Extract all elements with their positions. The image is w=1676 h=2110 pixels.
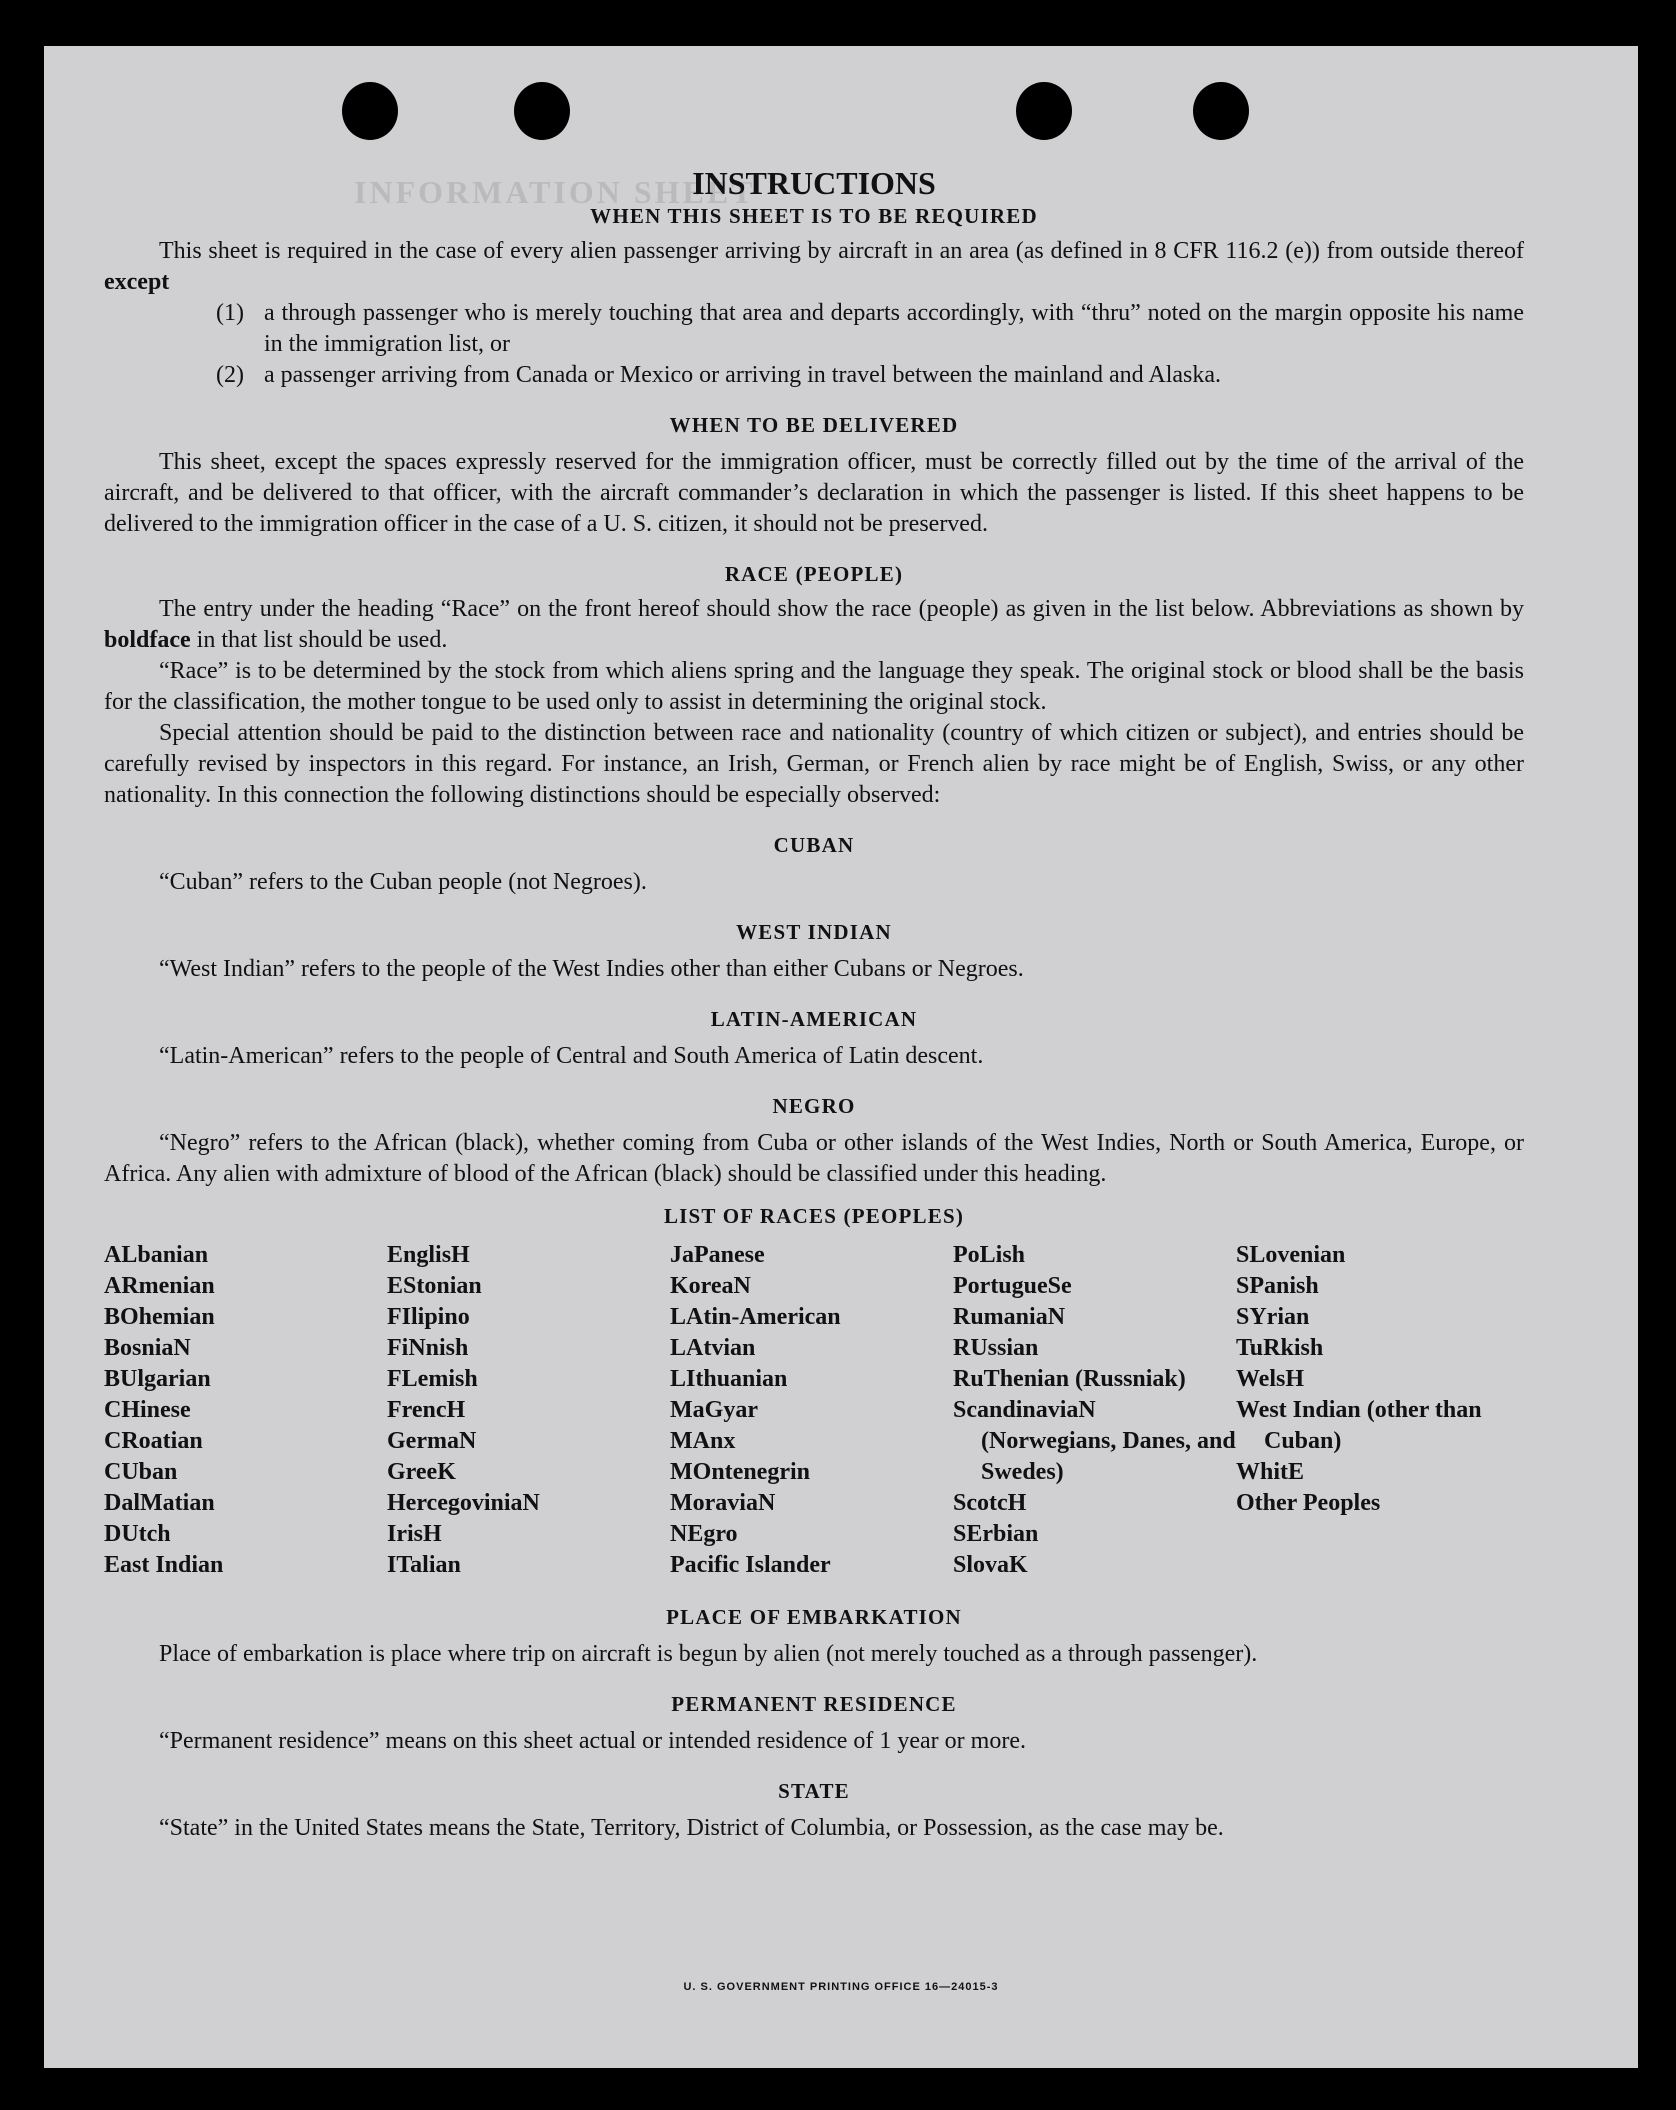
race-entry: EStonian [387, 1273, 482, 1299]
race-entry: PoLish [953, 1242, 1026, 1268]
punch-hole [342, 82, 398, 140]
race-entry: EnglisH [387, 1242, 470, 1268]
heading-residence: PERMANENT RESIDENCE [671, 1692, 957, 1716]
paragraph-state: “State” in the United States means the State, Territory, District of Columbia, or Possession, as the case may be. [159, 1815, 1224, 1841]
race-entry: ScotcH [953, 1490, 1027, 1516]
race-entry: SYrian [1236, 1304, 1310, 1330]
bleed-through-text: INFORMATION SHEET [354, 174, 756, 210]
race-entry: RuThenian (Russniak) [953, 1366, 1186, 1392]
race-entry: KoreaN [670, 1273, 751, 1299]
race-entry: FLemish [387, 1366, 478, 1392]
paragraph-cuban: “Cuban” refers to the Cuban people (not Negroes). [159, 869, 647, 895]
race-entry: Pacific Islander [670, 1552, 831, 1578]
paragraph-latin-american: “Latin-American” refers to the people of Central and South America of Latin descent. [159, 1043, 984, 1069]
race-entry: West Indian (other than Cuban) [1236, 1397, 1482, 1454]
instructions-content [104, 164, 1524, 1844]
paragraph-bold: boldface [104, 627, 191, 653]
heading-cuban: CUBAN [773, 833, 855, 857]
paragraph-embarkation: Place of embarkation is place where trip on aircraft is begun by alien (not merely touched as a through passenger). [159, 1641, 1258, 1667]
heading-list-of-races: LIST OF RACES (PEOPLES) [663, 1204, 965, 1228]
heading-west-indian: WEST INDIAN [736, 920, 892, 944]
heading-required: WHEN THIS SHEET IS TO BE REQUIRED [590, 204, 1038, 228]
paragraph-race-1 [104, 594, 1524, 656]
printer-imprint: U. S. GOVERNMENT PRINTING OFFICE 16—24015-3 [683, 1981, 999, 1993]
race-entry: DalMatian [104, 1490, 215, 1516]
race-entry: HercegoviniaN [387, 1490, 540, 1516]
paragraph-text: The entry under the heading “Race” on the front hereof should show the race (people) as given in the list below. Abbreviations as shown by [159, 596, 1524, 622]
race-entry: GermaN [387, 1428, 477, 1454]
list-item [216, 360, 1524, 391]
race-entry: MAnx [670, 1428, 736, 1454]
race-entry: FrencH [387, 1397, 466, 1423]
race-entry: IrisH [387, 1521, 442, 1547]
race-entry: BOhemian [104, 1304, 215, 1330]
race-entry: CHinese [104, 1397, 191, 1423]
race-entry: CUban [104, 1459, 178, 1485]
heading-latin-american: LATIN-AMERICAN [710, 1007, 918, 1031]
heading-negro: NEGRO [772, 1094, 856, 1118]
races-column [1236, 1240, 1524, 1581]
race-entry: DUtch [104, 1521, 171, 1547]
race-entry: SPanish [1236, 1273, 1319, 1299]
list-item [216, 298, 1524, 360]
races-list [104, 1240, 1524, 1581]
races-column [670, 1240, 953, 1581]
list-item-text: a passenger arriving from Canada or Mexico or arriving in travel between the mainland and Alaska. [264, 362, 1221, 388]
race-entry: RUssian [953, 1335, 1039, 1361]
race-entry: WelsH [1236, 1366, 1305, 1392]
race-entry: FIlipino [387, 1304, 470, 1330]
races-column [104, 1240, 387, 1581]
list-item-number: (2) [216, 362, 244, 388]
punch-hole [1016, 82, 1072, 140]
punch-hole [1193, 82, 1249, 140]
race-entry: CRoatian [104, 1428, 203, 1454]
race-entry: ALbanian [104, 1242, 209, 1268]
race-entry: RumaniaN [953, 1304, 1066, 1330]
paragraph-text: This sheet is required in the case of every alien passenger arriving by aircraft in an area (as defined in 8 CFR 116.2 (e)) from outside thereof [159, 238, 1524, 264]
race-entry: MOntenegrin [670, 1459, 810, 1485]
paragraph-race-2: “Race” is to be determined by the stock from which aliens spring and the language they speak. The original stock or blood shall be the basis for the classification, the mother tongue to be used only to assist in determining the original stock. [104, 658, 1524, 715]
race-entry: BosniaN [104, 1335, 191, 1361]
race-entry: FiNnish [387, 1335, 469, 1361]
races-column [387, 1240, 670, 1581]
paragraph-delivered: This sheet, except the spaces expressly reserved for the immigration officer, must be correctly filled out by the time of the arrival of the aircraft, and be delivered to that officer, with the aircraft commander’s declaration in which the passenger is listed. If this sheet happens to be delivered to the immigration officer in the case of a U. S. citizen, it should not be preserved. [104, 449, 1524, 537]
list-item-text: a through passenger who is merely touching that area and departs accordingly, with “thru” noted on the margin opposite his name in the immigration list, or [264, 300, 1524, 357]
heading-state: STATE [778, 1779, 850, 1803]
race-entry: MoraviaN [670, 1490, 776, 1516]
race-entry: TuRkish [1236, 1335, 1324, 1361]
race-entry: BUlgarian [104, 1366, 211, 1392]
heading-delivered: WHEN TO BE DELIVERED [669, 413, 959, 437]
paragraph-race-3: Special attention should be paid to the distinction between race and nationality (country of which citizen or subject), and entries should be carefully revised by inspectors in this regard. For instance, an Irish, German, or French alien by race might be of English, Swiss, or any other nationality. In this connection the following distinctions should be especially observed: [104, 720, 1524, 808]
punch-hole [514, 82, 570, 140]
race-entry: ARmenian [104, 1273, 215, 1299]
document-page [44, 46, 1638, 2068]
heading-embarkation: PLACE OF EMBARKATION [666, 1605, 962, 1629]
race-entry: GreeK [387, 1459, 456, 1485]
race-entry: NEgro [670, 1521, 738, 1547]
race-entry: LIthuanian [670, 1366, 788, 1392]
race-entry: JaPanese [670, 1242, 765, 1268]
paragraph-residence: “Permanent residence” means on this sheet actual or intended residence of 1 year or more. [159, 1728, 1026, 1754]
paragraph-negro: “Negro” refers to the African (black), whether coming from Cuba or other islands of the West Indies, North or South America, Europe, or Africa. Any alien with admixture of blood of the African (black) should be classified under this heading. [104, 1130, 1524, 1187]
races-column [953, 1240, 1236, 1581]
race-entry: ITalian [387, 1552, 461, 1578]
list-item-number: (1) [216, 300, 244, 326]
paragraph-text: in that list should be used. [190, 627, 448, 653]
page-title: INSTRUCTIONS [692, 165, 936, 201]
paragraph-required [104, 236, 1524, 298]
heading-race: RACE (PEOPLE) [724, 562, 904, 586]
paragraph-bold: except [104, 269, 170, 295]
race-entry: MaGyar [670, 1397, 758, 1423]
race-entry: East Indian [104, 1552, 224, 1578]
race-entry: ScandinaviaN (Norwegians, Danes, and Swedes) [953, 1397, 1236, 1485]
race-entry: LAtin-American [670, 1304, 841, 1330]
race-entry: WhitE [1236, 1459, 1305, 1485]
paragraph-west-indian: “West Indian” refers to the people of the West Indies other than either Cubans or Negroes. [159, 956, 1024, 982]
race-entry: LAtvian [670, 1335, 756, 1361]
race-entry: SlovaK [953, 1552, 1028, 1578]
race-entry: SLovenian [1236, 1242, 1346, 1268]
race-entry: PortugueSe [953, 1273, 1072, 1299]
race-entry: Other Peoples [1236, 1490, 1381, 1516]
race-entry: SErbian [953, 1521, 1039, 1547]
